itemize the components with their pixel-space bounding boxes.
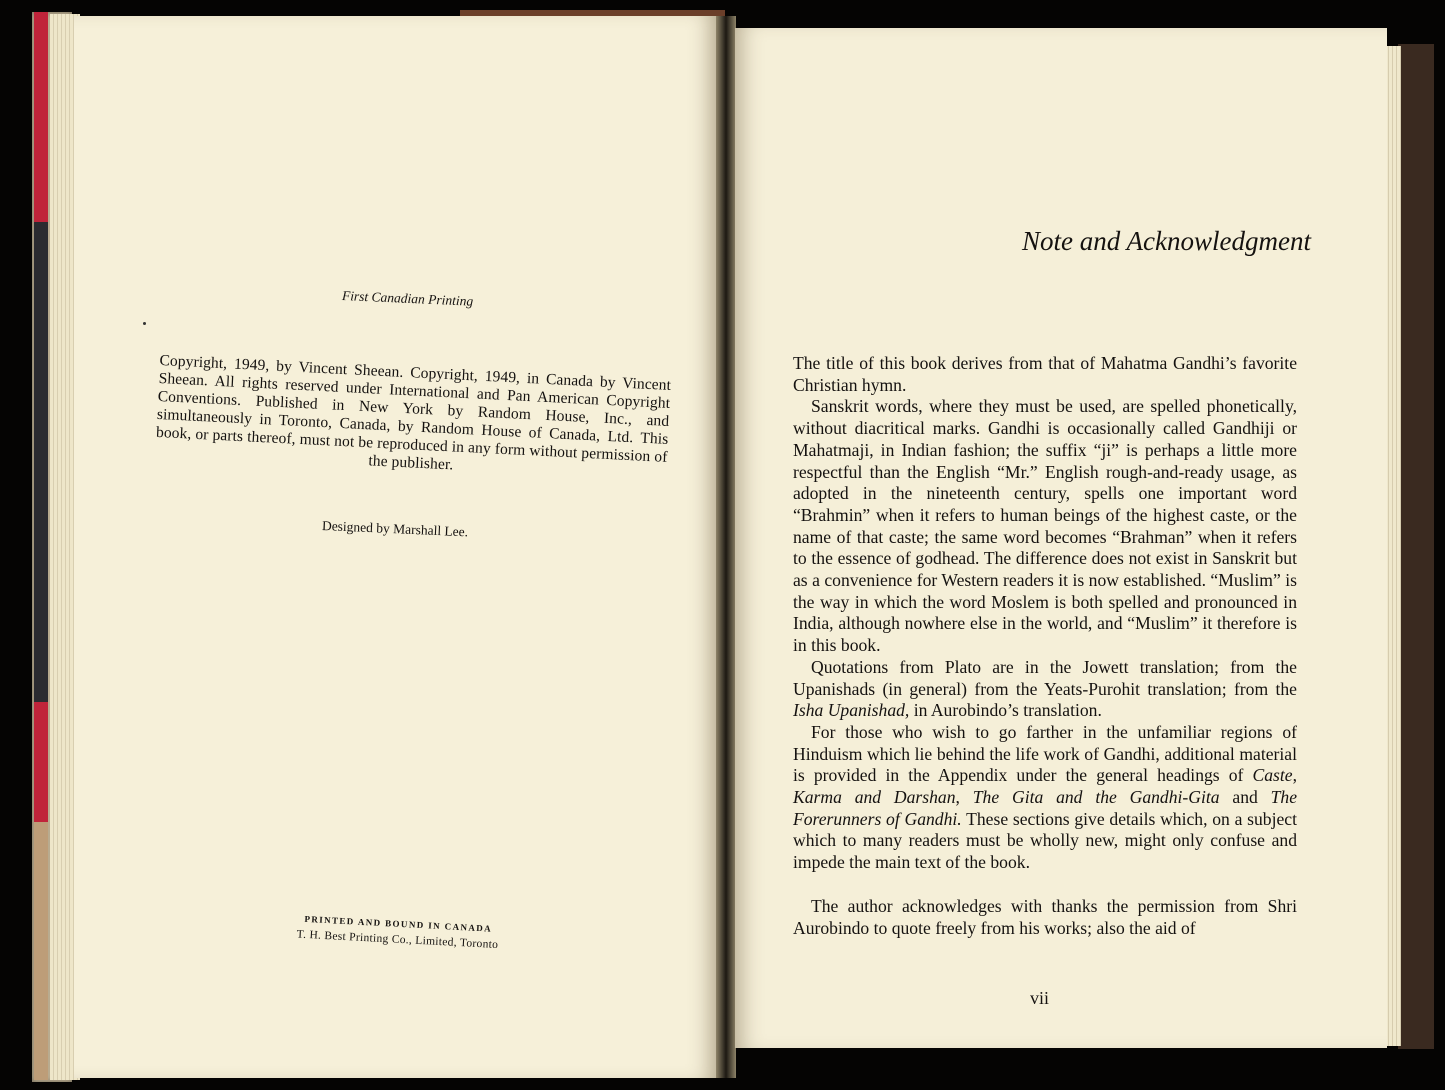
italic-title: Caste bbox=[1252, 765, 1293, 786]
cover-dark-band bbox=[34, 222, 48, 702]
body-text bbox=[793, 353, 1297, 939]
printer-name: T. H. Best Printing Co., Limited, Toronto bbox=[296, 928, 499, 952]
text-run: For those who wish to go farther in the unfamiliar regions of Hinduism which lie behind the life work of Gandhi, additional material is provided in the Appendix under the general headings of bbox=[793, 721, 1297, 786]
page-number: vii bbox=[1030, 988, 1050, 1008]
cover-red-band bbox=[34, 12, 48, 222]
italic-title: Karma and Darshan bbox=[793, 787, 956, 808]
paragraph bbox=[793, 657, 1297, 722]
text-run: in Aurobindo’s translation. bbox=[909, 700, 1102, 721]
text-run: and bbox=[1219, 787, 1271, 808]
cover-right-edge bbox=[1398, 44, 1434, 1049]
text-run: , bbox=[1292, 765, 1297, 786]
copyright-notice: Copyright, 1949, by Vincent Sheean. Copyright, 1949, in Canada by Vincent Sheean. All rights reserved under International and Pan American Copyright Conventions. Published in New York by Random House, Inc., and simultaneously in Toronto, Canada, by Random House of Canada, Ltd. This book, or parts thereof, must not be reproduced in any form without permission of the publisher. bbox=[155, 352, 672, 474]
text-run: Quotations from Plato are in the Jowett translation; from the Upanishads (in general) from the Yeats-Purohit translation; from the bbox=[793, 656, 1297, 699]
text-run: These sections give details which, on a subject which to many readers must be wholly new, might only confuse and impede the main text of the book. bbox=[793, 808, 1297, 873]
paragraph bbox=[793, 722, 1297, 874]
text-run: , bbox=[955, 787, 973, 808]
book-gutter bbox=[716, 16, 736, 1078]
paragraph: The author acknowledges with thanks the permission from Shri Aurobindo to quote freely from his works; also the aid of bbox=[793, 895, 1297, 938]
cover-tan-band bbox=[34, 822, 48, 1080]
printing-note: First Canadian Printing bbox=[341, 288, 474, 309]
italic-title: The Forerunners of Gandhi. bbox=[793, 787, 1298, 829]
ink-speck bbox=[143, 322, 146, 325]
italic-title: The Gita and the Gandhi-Gita bbox=[972, 787, 1220, 808]
italic-title: Isha Upanishad, bbox=[793, 700, 910, 721]
paragraph: Sanskrit words, where they must be used, are spelled phonetically, without diacritical marks. Gandhi is occasionally called Gandhiji or Mahatmaji, in Indian fashion; the suffix “ji” is perhaps a little more respectful than the English “Mr.” English rough-and-ready usage, as adopted in the nineteenth century, spells one important word “Brahmin” when it refers to human beings of the highest caste, or the name of that caste; the same word becomes “Brahman” when it refers to the essence of godhead. The difference does not exist in Sanskrit but as a convenience for Western readers it is now established. “Muslim” is the way in which the word Moslem is both spelled and pronounced in India, although nowhere else in the world, and “Muslim” it therefore is in this book. bbox=[793, 396, 1297, 656]
printed-bound-line: PRINTED AND BOUND IN CANADA bbox=[304, 913, 493, 934]
paragraph: The title of this book derives from that of Mahatma Gandhi’s favorite Christian hymn. bbox=[793, 353, 1297, 395]
paragraph-gap bbox=[793, 874, 1297, 896]
page-stack-right bbox=[1385, 46, 1401, 1046]
designer-credit: Designed by Marshall Lee. bbox=[321, 518, 469, 540]
page-title: Note and Acknowledgment bbox=[1022, 226, 1311, 256]
cover-red-band bbox=[34, 702, 48, 822]
